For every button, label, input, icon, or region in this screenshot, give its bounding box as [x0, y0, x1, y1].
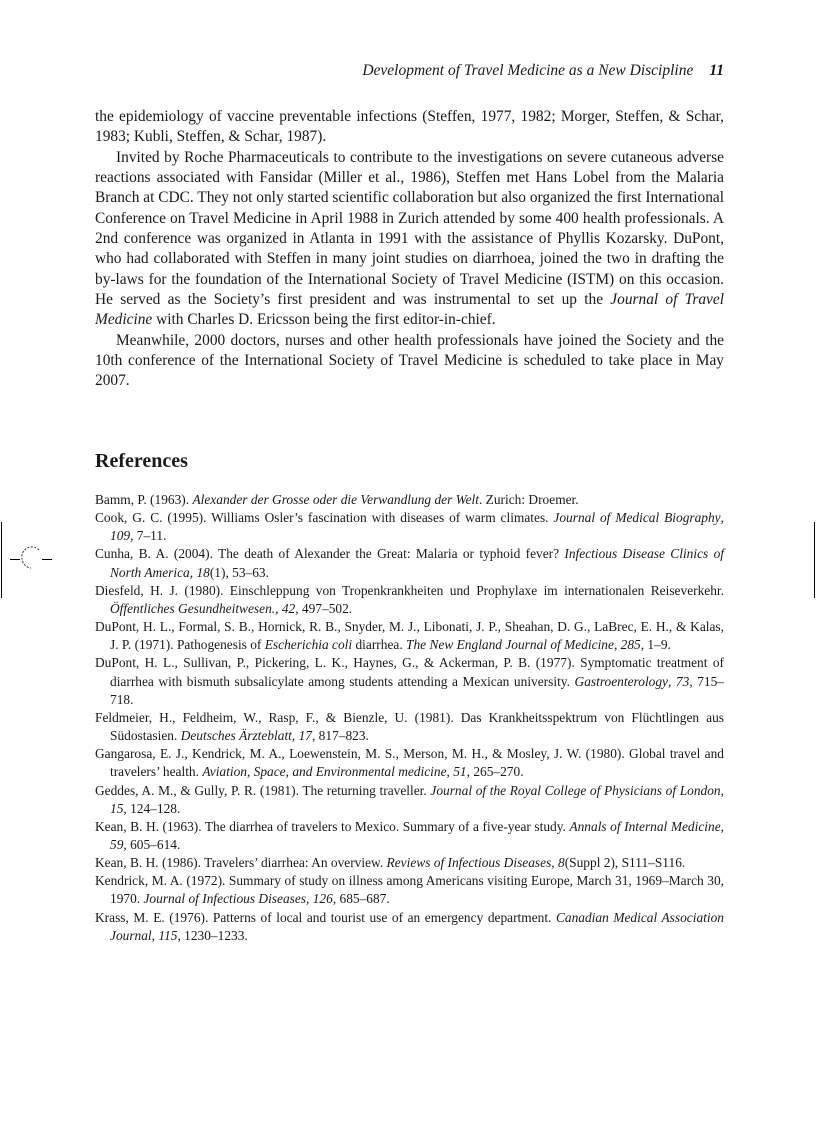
reference-entry: Kendrick, M. A. (1972). Summary of study on illness among Americans visiting Europe, March 31, 1969–March 30, 1970. Journal of Infectious Diseases, 126, 685–687.: [95, 873, 724, 907]
reference-entry: Diesfeld, H. J. (1980). Einschleppung von Tropenkrankheiten und Prophylaxe im internationalen Reiseverkehr. Öffentliches Gesundheitwesen., 42, 497–502.: [95, 582, 724, 616]
reference-entry: DuPont, H. L., Formal, S. B., Hornick, R. B., Snyder, M. J., Libonati, J. P., Sheahan, D. G., LaBrec, E. H., & Kalas, J. P. (1971). Pathogenesis of Escherichia coli diarrhea. The New England Journal of Medicine, 285, 1–9.: [95, 619, 724, 653]
reference-list: [95, 491, 724, 945]
reference-entry: Feldmeier, H., Feldheim, W., Rasp, F., & Bienzle, U. (1981). Das Krankheitsspektrum von Flüchtlingen aus Südostasien. Deutsches Ärzteblatt, 17, 817–823.: [95, 709, 724, 744]
paragraph: Meanwhile, 2000 doctors, nurses and other health professionals have joined the Society and the 10th conference of the International Society of Travel Medicine is scheduled to take place in May 2007.: [95, 331, 724, 390]
reference-entry: Cunha, B. A. (2004). The death of Alexander the Great: Malaria or typhoid fever? Infectious Disease Clinics of North America, 18(1), 53–63.: [95, 546, 724, 580]
reference-entry: Geddes, A. M., & Gully, P. R. (1981). The returning traveller. Journal of the Royal College of Physicians of London, 15, 124–128.: [95, 782, 724, 816]
reference-entry: Krass, M. E. (1976). Patterns of local and tourist use of an emergency department. Canadian Medical Association Journal, 115, 1230–1233.: [95, 909, 724, 943]
reference-entry: Gangarosa, E. J., Kendrick, M. A., Loewenstein, M. S., Merson, M. H., & Mosley, J. W. (1980). Global travel and travelers’ health. Aviation, Space, and Environmental medicine, 51, 265–270.: [95, 746, 724, 780]
running-header: [362, 62, 724, 80]
paragraph: Invited by Roche Pharmaceuticals to contribute to the investigations on severe cutaneous adverse reactions associated with Fansidar (Miller et al., 1986), Steffen met Hans Lobel from the Malaria Branch at CDC. They not only started scientific collaboration but also organized the first International Conference on Travel Medicine in April 1988 in Zurich attended by some 400 health professionals. A 2nd conference was organized in Atlanta in 1991 with the assistance of Phyllis Kozarsky. DuPont, who had collaborated with Steffen in many joint studies on diarrhoea, joined the two in drafting the by-laws for the foundation of the International Society of Travel Medicine (ISTM) on this occasion. He served as the Society’s first president and was instrumental to set up the Journal of Travel Medicine with Charles D. Ericsson being the first editor-in-chief.: [95, 148, 724, 329]
body-text: [95, 107, 724, 392]
reference-entry: Bamm, P. (1963). Alexander der Grosse oder die Verwandlung der Welt. Zurich: Droemer.: [95, 492, 579, 507]
running-title: Development of Travel Medicine as a New Discipline: [362, 62, 694, 79]
journal-title: Journal of Travel Medicine: [95, 291, 724, 329]
page-number: 11: [709, 62, 724, 79]
reference-entry: Cook, G. C. (1995). Williams Osler’s fascination with diseases of warm climates. Journal of Medical Biography, 109, 7–11.: [95, 510, 724, 544]
reference-entry: Kean, B. H. (1986). Travelers’ diarrhea: An overview. Reviews of Infectious Diseases, 8(Suppl 2), S111–S116.: [95, 855, 686, 871]
registration-mark-icon: [18, 546, 44, 572]
reference-entry: DuPont, H. L., Sullivan, P., Pickering, L. K., Haynes, G., & Ackerman, P. B. (1977). Symptomatic treatment of diarrhea with bismuth subsalicylate among students attending a Mexican university. Gastroenterology, 73, 715–718.: [95, 655, 724, 707]
reference-entry: Kean, B. H. (1963). The diarrhea of travelers to Mexico. Summary of a five-year study. Annals of Internal Medicine, 59, 605–614.: [95, 818, 724, 852]
paragraph: the epidemiology of vaccine preventable infections (Steffen, 1977, 1982; Morger, Steffen, & Schar, 1983; Kubli, Steffen, & Schar, 1987).: [95, 108, 724, 146]
references-heading: References: [95, 450, 188, 472]
